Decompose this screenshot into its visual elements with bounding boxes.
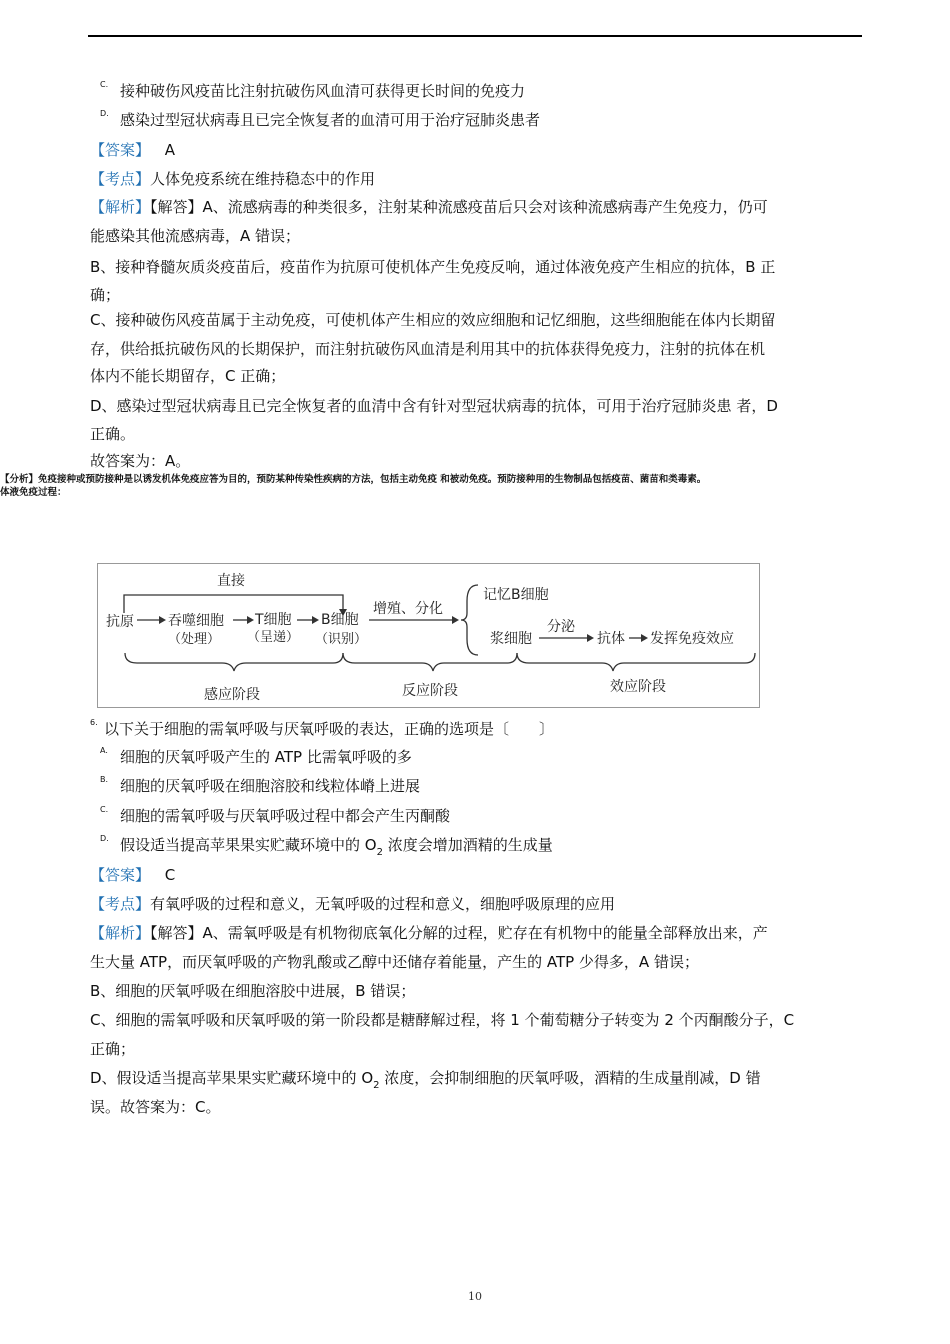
jiexi-tag: 【解析】	[90, 924, 151, 942]
q6-option-c	[100, 805, 450, 827]
option-text: 细胞的厌氧呼吸产生的 ATP 比需氧呼吸的多	[120, 748, 412, 766]
option-letter: D.	[100, 109, 109, 118]
q6-option-a	[100, 746, 412, 768]
q6-option-b	[100, 775, 420, 797]
q6-answer	[90, 864, 175, 886]
subscript: 2	[373, 1080, 380, 1091]
question-number: 6.	[90, 718, 98, 727]
q5-jiexi-line: C、接种破伤风疫苗属于主动免疫，可使机体产生相应的效应细胞和记忆细胞，这些细胞能在体内长期留	[90, 311, 776, 329]
q6-jiexi-line: B、细胞的厌氧呼吸在细胞溶胶中进展，B 错误；	[90, 982, 416, 1000]
effect-node: 发挥免疫效应	[650, 631, 734, 647]
plasma-node: 浆细胞	[490, 631, 532, 647]
kaodian-text: 人体免疫系统在维持稳态中的作用	[150, 170, 376, 188]
option-text: 细胞的需氧呼吸与厌氧呼吸过程中都会产生丙酮酸	[120, 807, 451, 825]
analysis-line: 【分析】免疫接种或预防接种是以诱发机体免疫应答为目的，预防某种传染性疾病的方法，包括主动免疫 和被动免疫。预防接种用的生物制品包括疫苗、菌苗和类毒素。	[0, 474, 707, 485]
kaodian-text: 有氧呼吸的过程和意义，无氧呼吸的过程和意义，细胞呼吸原理的应用	[150, 895, 616, 913]
jiexi-text: 【解答】A、流感病毒的种类很多，注射某种流感疫苗后只会对该种流感病毒产生免疫力，仍可	[150, 198, 768, 216]
option-letter: C.	[100, 80, 109, 89]
q5-jiexi-line: 体内不能长期留存，C 正确；	[90, 367, 286, 385]
phagocyte-note: （处理）	[168, 632, 221, 647]
phagocyte-node: 吞噬细胞	[168, 613, 224, 629]
option-text: 感染过型冠状病毒且已完全恢复者的血清可用于治疗冠肺炎患者	[120, 111, 541, 129]
answer-value: C	[164, 866, 176, 884]
humoral-immunity-diagram	[97, 563, 760, 708]
jiexi-tag: 【解析】	[90, 198, 151, 216]
q5-kaodian	[90, 168, 375, 190]
stage-label-1: 感应阶段	[204, 687, 260, 703]
subscript: 2	[376, 847, 383, 858]
q6-jiexi-line: C、细胞的需氧呼吸和厌氧呼吸的第一阶段都是糖酵解过程，将 1 个葡萄糖分子转变为 2 个丙酮酸分子，C	[90, 1011, 795, 1029]
b-cell-node: B细胞	[321, 612, 359, 628]
option-text-tail: 浓度会增加酒精的生成量	[382, 836, 553, 854]
analysis-line: 体液免疫过程：	[0, 487, 67, 498]
jiexi-text-tail: 浓度，会抑制细胞的厌氧呼吸，酒精的生成量削减，D 错	[379, 1069, 761, 1087]
option-letter: C.	[100, 805, 109, 814]
b-cell-note: （识别）	[315, 632, 368, 647]
direct-label: 直接	[217, 573, 245, 589]
answer-value: A	[164, 141, 176, 159]
antigen-node: 抗原	[106, 614, 134, 630]
q5-jiexi-line: 确；	[90, 286, 121, 304]
header-rule	[88, 35, 862, 37]
option-text: 假设适当提高苹果果实贮藏环境中的 O	[120, 836, 377, 854]
proliferate-label: 增殖、分化	[373, 601, 443, 617]
stage-label-3: 效应阶段	[610, 679, 666, 695]
q6-kaodian	[90, 893, 615, 915]
q5-jiexi-line: 存，供给抵抗破伤风的长期保护，而注射抗破伤风血清是利用其中的抗体获得免疫力，注射的抗体在机	[90, 340, 766, 358]
option-letter: A.	[100, 746, 108, 755]
q5-jiexi-line: D、感染过型冠状病毒且已完全恢复者的血清中含有针对型冠状病毒的抗体，可用于治疗冠肺炎患 者，D	[90, 397, 778, 415]
q5-jiexi-line-1	[90, 196, 768, 218]
q5-jiexi-line: B、接种脊髓灰质炎疫苗后，疫苗作为抗原可使机体产生免疫反响，通过体液免疫产生相应的抗体，B 正	[90, 258, 776, 276]
jiexi-text: D、假设适当提高苹果果实贮藏环境中的 O	[90, 1069, 374, 1087]
option-letter: D.	[100, 834, 109, 843]
q6-jiexi-line: 正确；	[90, 1040, 136, 1058]
q5-jiexi-line: 正确。	[90, 425, 136, 443]
option-text: 细胞的厌氧呼吸在细胞溶胶和线粒体嵴上进展	[120, 777, 421, 795]
q6-jiexi-line-1	[90, 922, 768, 944]
stage-label-2: 反应阶段	[402, 683, 458, 699]
q5-option-c	[100, 80, 525, 102]
t-cell-note: （呈递）	[247, 630, 300, 645]
q6-option-d	[100, 834, 553, 859]
question-text: 以下关于细胞的需氧呼吸与厌氧呼吸的表达，正确的选项是〔 〕	[104, 720, 555, 738]
memory-b-node: 记忆B细胞	[483, 587, 549, 603]
antibody-node: 抗体	[597, 631, 625, 647]
q5-jiexi-line: 能感染其他流感病毒，A 错误；	[90, 227, 301, 245]
kaodian-tag: 【考点】	[90, 170, 151, 188]
page-number: 10	[468, 1290, 482, 1303]
q5-option-d	[100, 109, 540, 131]
q6-final-answer: 误。故答案为：C。	[90, 1098, 221, 1116]
secrete-label: 分泌	[547, 619, 575, 635]
q6-jiexi-line: 生大量 ATP，而厌氧呼吸的产物乳酸或乙醇中还储存着能量，产生的 ATP 少得多，A 错误；	[90, 953, 699, 971]
q6-jiexi-line-d	[90, 1067, 761, 1092]
option-text: 接种破伤风疫苗比注射抗破伤风血清可获得更长时间的免疫力	[120, 82, 526, 100]
kaodian-tag: 【考点】	[90, 895, 151, 913]
option-letter: B.	[100, 775, 109, 784]
q6-stem	[90, 718, 554, 740]
q5-answer	[90, 139, 175, 161]
answer-tag: 【答案】	[90, 141, 151, 159]
t-cell-node: T细胞	[255, 612, 292, 628]
q5-final-answer: 故答案为：A。	[90, 452, 191, 470]
answer-tag: 【答案】	[90, 866, 151, 884]
jiexi-text: 【解答】A、需氧呼吸是有机物彻底氧化分解的过程，贮存在有机物中的能量全部释放出来，产	[150, 924, 768, 942]
